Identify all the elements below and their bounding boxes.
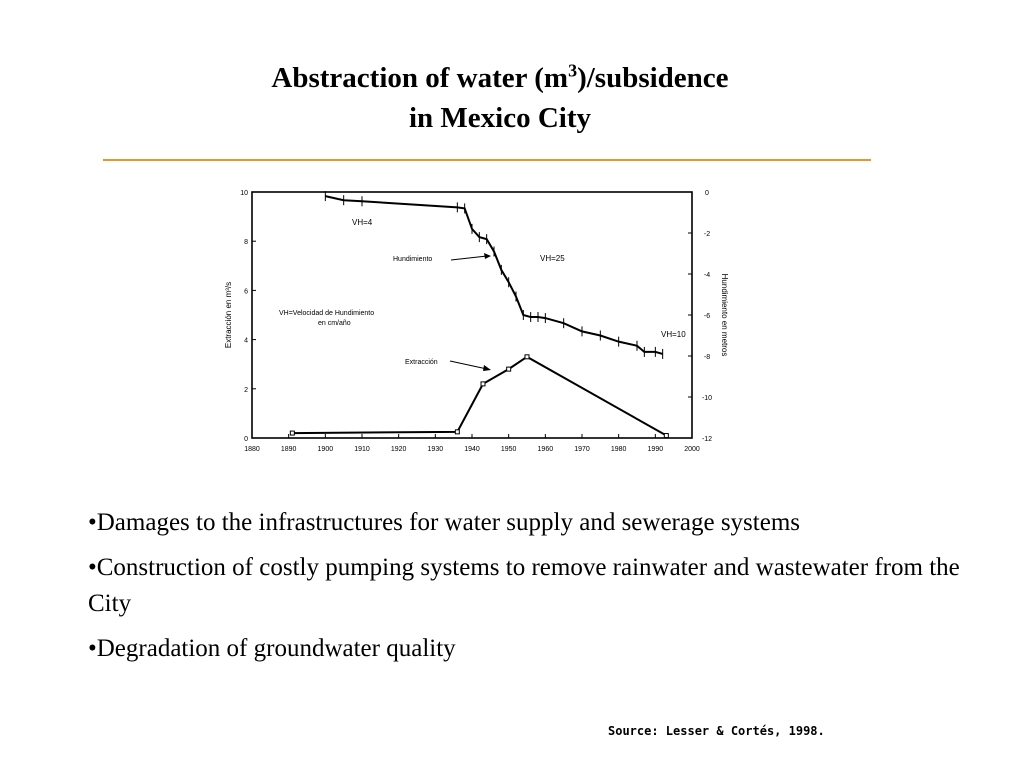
x-tick-label: 1910 xyxy=(354,446,370,453)
slide-title xyxy=(0,58,1000,138)
y-left-tick-label: 2 xyxy=(244,386,248,394)
title-underline xyxy=(103,159,871,161)
title-text-a: Abstraction of water (m xyxy=(271,62,569,94)
title-superscript: 3 xyxy=(568,60,578,81)
chart-ticks xyxy=(240,190,712,453)
y-left-tick-label: 4 xyxy=(244,337,248,345)
chart-annotation-label: VH=10 xyxy=(661,330,686,339)
chart-annotations xyxy=(279,218,686,371)
point-extraccion xyxy=(664,434,668,438)
point-extraccion xyxy=(507,367,511,371)
source-citation: Source: Lesser & Cortés, 1998. xyxy=(608,724,825,738)
series-line-hundimiento xyxy=(325,196,662,354)
x-tick-label: 1970 xyxy=(574,446,590,453)
y-right-tick-label: -8 xyxy=(703,354,711,361)
x-tick-label: 1920 xyxy=(390,446,407,453)
hundimiento-arrow xyxy=(451,256,487,260)
chart-annotation-label: Hundimiento xyxy=(393,256,433,263)
title-line-2: in Mexico City xyxy=(408,102,591,134)
y-left-tick-label: 6 xyxy=(244,288,248,296)
y-right-tick-label: -10 xyxy=(701,395,713,402)
series-line-extraccion xyxy=(292,357,666,436)
chart-annotation-label: VH=25 xyxy=(540,254,565,263)
hundimiento-arrowhead xyxy=(484,253,491,259)
x-tick-label: 1980 xyxy=(610,446,627,453)
x-tick-label: 1890 xyxy=(280,446,297,453)
y-left-axis-label: Extracción en m³/s xyxy=(224,281,233,349)
extraccion-arrowhead xyxy=(483,365,491,371)
y-right-axis-label: Hundimiento en metros xyxy=(720,273,729,357)
chart-annotation-label: VH=4 xyxy=(352,218,373,227)
point-extraccion xyxy=(455,430,459,434)
x-tick-label: 1950 xyxy=(500,446,517,453)
chart-annotation-label: Extracción xyxy=(405,359,438,366)
title-text-b: )/subsidence xyxy=(577,62,729,94)
bullet-item-pumping: •Construction of costly pumping systems to remove rainwater and wastewater from the City xyxy=(88,554,960,617)
point-extraccion xyxy=(290,431,294,435)
x-tick-label: 1940 xyxy=(464,446,480,453)
chart-annotation-label: en cm/año xyxy=(318,320,351,327)
y-right-tick-label: -6 xyxy=(703,313,711,320)
point-extraccion xyxy=(525,355,529,359)
x-tick-label: 1990 xyxy=(647,446,664,453)
y-right-tick-label: -4 xyxy=(703,272,711,279)
chart-annotation-label: VH=Velocidad de Hundimiento xyxy=(279,310,375,317)
y-right-tick-label: -12 xyxy=(701,436,713,443)
point-extraccion xyxy=(481,382,485,386)
subsidence-chart xyxy=(215,175,765,475)
y-left-tick-label: 0 xyxy=(244,436,248,443)
bullet-item-groundwater: •Degradation of groundwater quality xyxy=(88,635,456,662)
bullet-list xyxy=(88,505,988,676)
x-tick-label: 1900 xyxy=(317,446,334,453)
y-left-tick-label: 8 xyxy=(244,239,248,247)
bullet-item-infrastructure: •Damages to the infrastructures for water supply and sewerage systems xyxy=(88,509,800,536)
y-right-tick-label: -2 xyxy=(703,231,711,238)
x-tick-label: 1930 xyxy=(427,446,444,453)
title-line-1 xyxy=(271,62,728,94)
x-tick-label: 1880 xyxy=(244,446,260,453)
x-tick-label: 1960 xyxy=(537,446,554,453)
extraccion-arrow xyxy=(450,361,487,369)
x-tick-label: 2000 xyxy=(684,446,700,453)
y-left-tick-label: 10 xyxy=(240,190,248,197)
y-right-tick-label: 0 xyxy=(705,190,709,197)
